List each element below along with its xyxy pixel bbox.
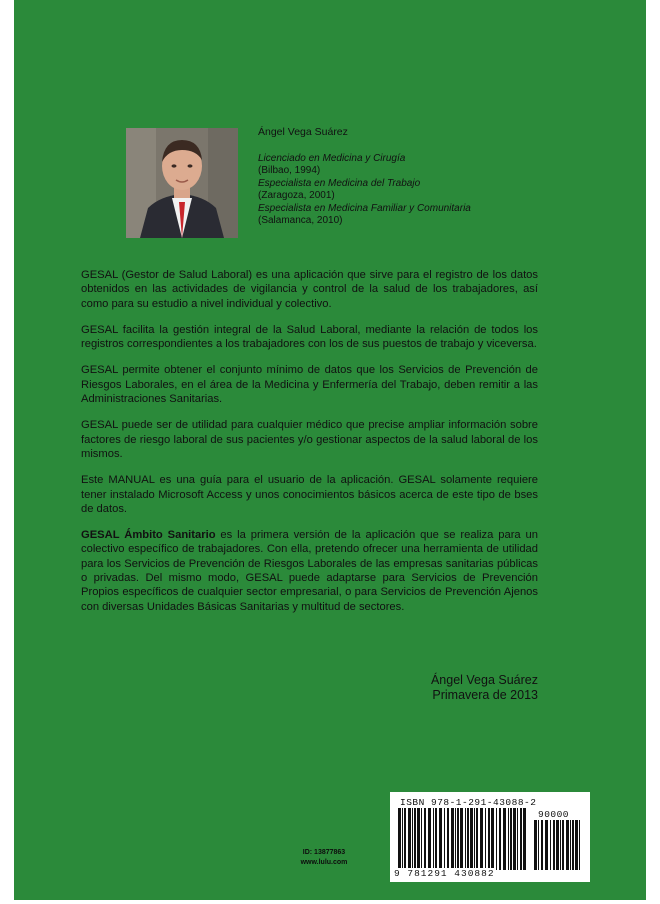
barcode-digits: 9 781291 430882 xyxy=(394,868,495,879)
publisher-info xyxy=(264,848,384,868)
credential-title: Especialista en Medicina Familiar y Comunitaria xyxy=(258,202,471,214)
isbn-barcode xyxy=(390,792,590,882)
price-barcode-bars xyxy=(532,820,582,870)
credential-detail: (Bilbao, 1994) xyxy=(258,165,321,176)
paragraph: Este MANUAL es una guía para el usuario de la aplicación. GESAL solamente requiere tener instalado Microsoft Access y unos conocimientos básicos acerca de este tipo de bses de datos. xyxy=(81,474,538,515)
signature xyxy=(314,673,538,703)
isbn-label: ISBN 978-1-291-43088-2 xyxy=(400,797,537,808)
ean-barcode-bars xyxy=(396,808,526,870)
author-photo xyxy=(126,128,238,238)
author-credentials xyxy=(258,126,638,228)
credential-title: Licenciado en Medicina y Cirugía xyxy=(258,152,406,164)
paragraph: GESAL puede ser de utilidad para cualquier médico que precise ampliar información sobre factores de riesgo laboral de sus pacientes y/o gestionar aspectos de la salud laboral de los mismos. xyxy=(81,419,538,460)
paragraph xyxy=(81,528,538,614)
price-code: 90000 xyxy=(538,809,570,820)
signature-name: Ángel Vega Suárez xyxy=(430,673,538,687)
book-id: ID: 13877863 xyxy=(302,849,346,856)
publisher-url: www.lulu.com xyxy=(300,859,348,866)
paragraph: GESAL facilita la gestión integral de la Salud Laboral, mediante la relación de todos los registros correspondientes a los trabajadores con los de sus puestos de trabajo y viceversa. xyxy=(81,323,538,351)
paragraph-rest: es la primera versión de la aplicación que se realiza para un colectivo específico de trabajadores. Con ella, pretendo ofrecer una herramienta de utilidad para los Servicios de Prevención de Riesgos Laborales de las empresas sanitarias públicas o privadas. Del mismo modo, GESAL puede adaptarse para Servicios de Prevención Propios específicos de cualquier sector empresarial, o para Servicios de Prevención Ajenos con diversas Unidades Básicas Sanitarias y multitud de sectores. xyxy=(81,529,538,613)
author-name: Ángel Vega Suárez xyxy=(258,126,348,138)
author-portrait xyxy=(126,128,238,238)
paragraph: GESAL permite obtener el conjunto mínimo de datos que los Servicios de Prevención de Riesgos Laborales, en el área de la Medicina y Enfermería del Trabajo, deben remitir a las Administraciones Sanitarias. xyxy=(81,364,538,406)
description-text xyxy=(81,268,538,626)
paragraph: GESAL (Gestor de Salud Laboral) es una aplicación que sirve para el registro de los datos obtenidos en las actividades de vigilancia y control de la salud de los trabajadores, así como para su estudio a nivel individual y colectivo. xyxy=(81,269,538,310)
credential-detail: (Salamanca, 2010) xyxy=(258,215,343,226)
back-cover xyxy=(14,0,646,900)
signature-date: Primavera de 2013 xyxy=(432,688,538,702)
credential-detail: (Zaragoza, 2001) xyxy=(258,190,335,201)
credential-title: Especialista en Medicina del Trabajo xyxy=(258,177,421,189)
product-name: GESAL Ámbito Sanitario xyxy=(81,529,216,542)
